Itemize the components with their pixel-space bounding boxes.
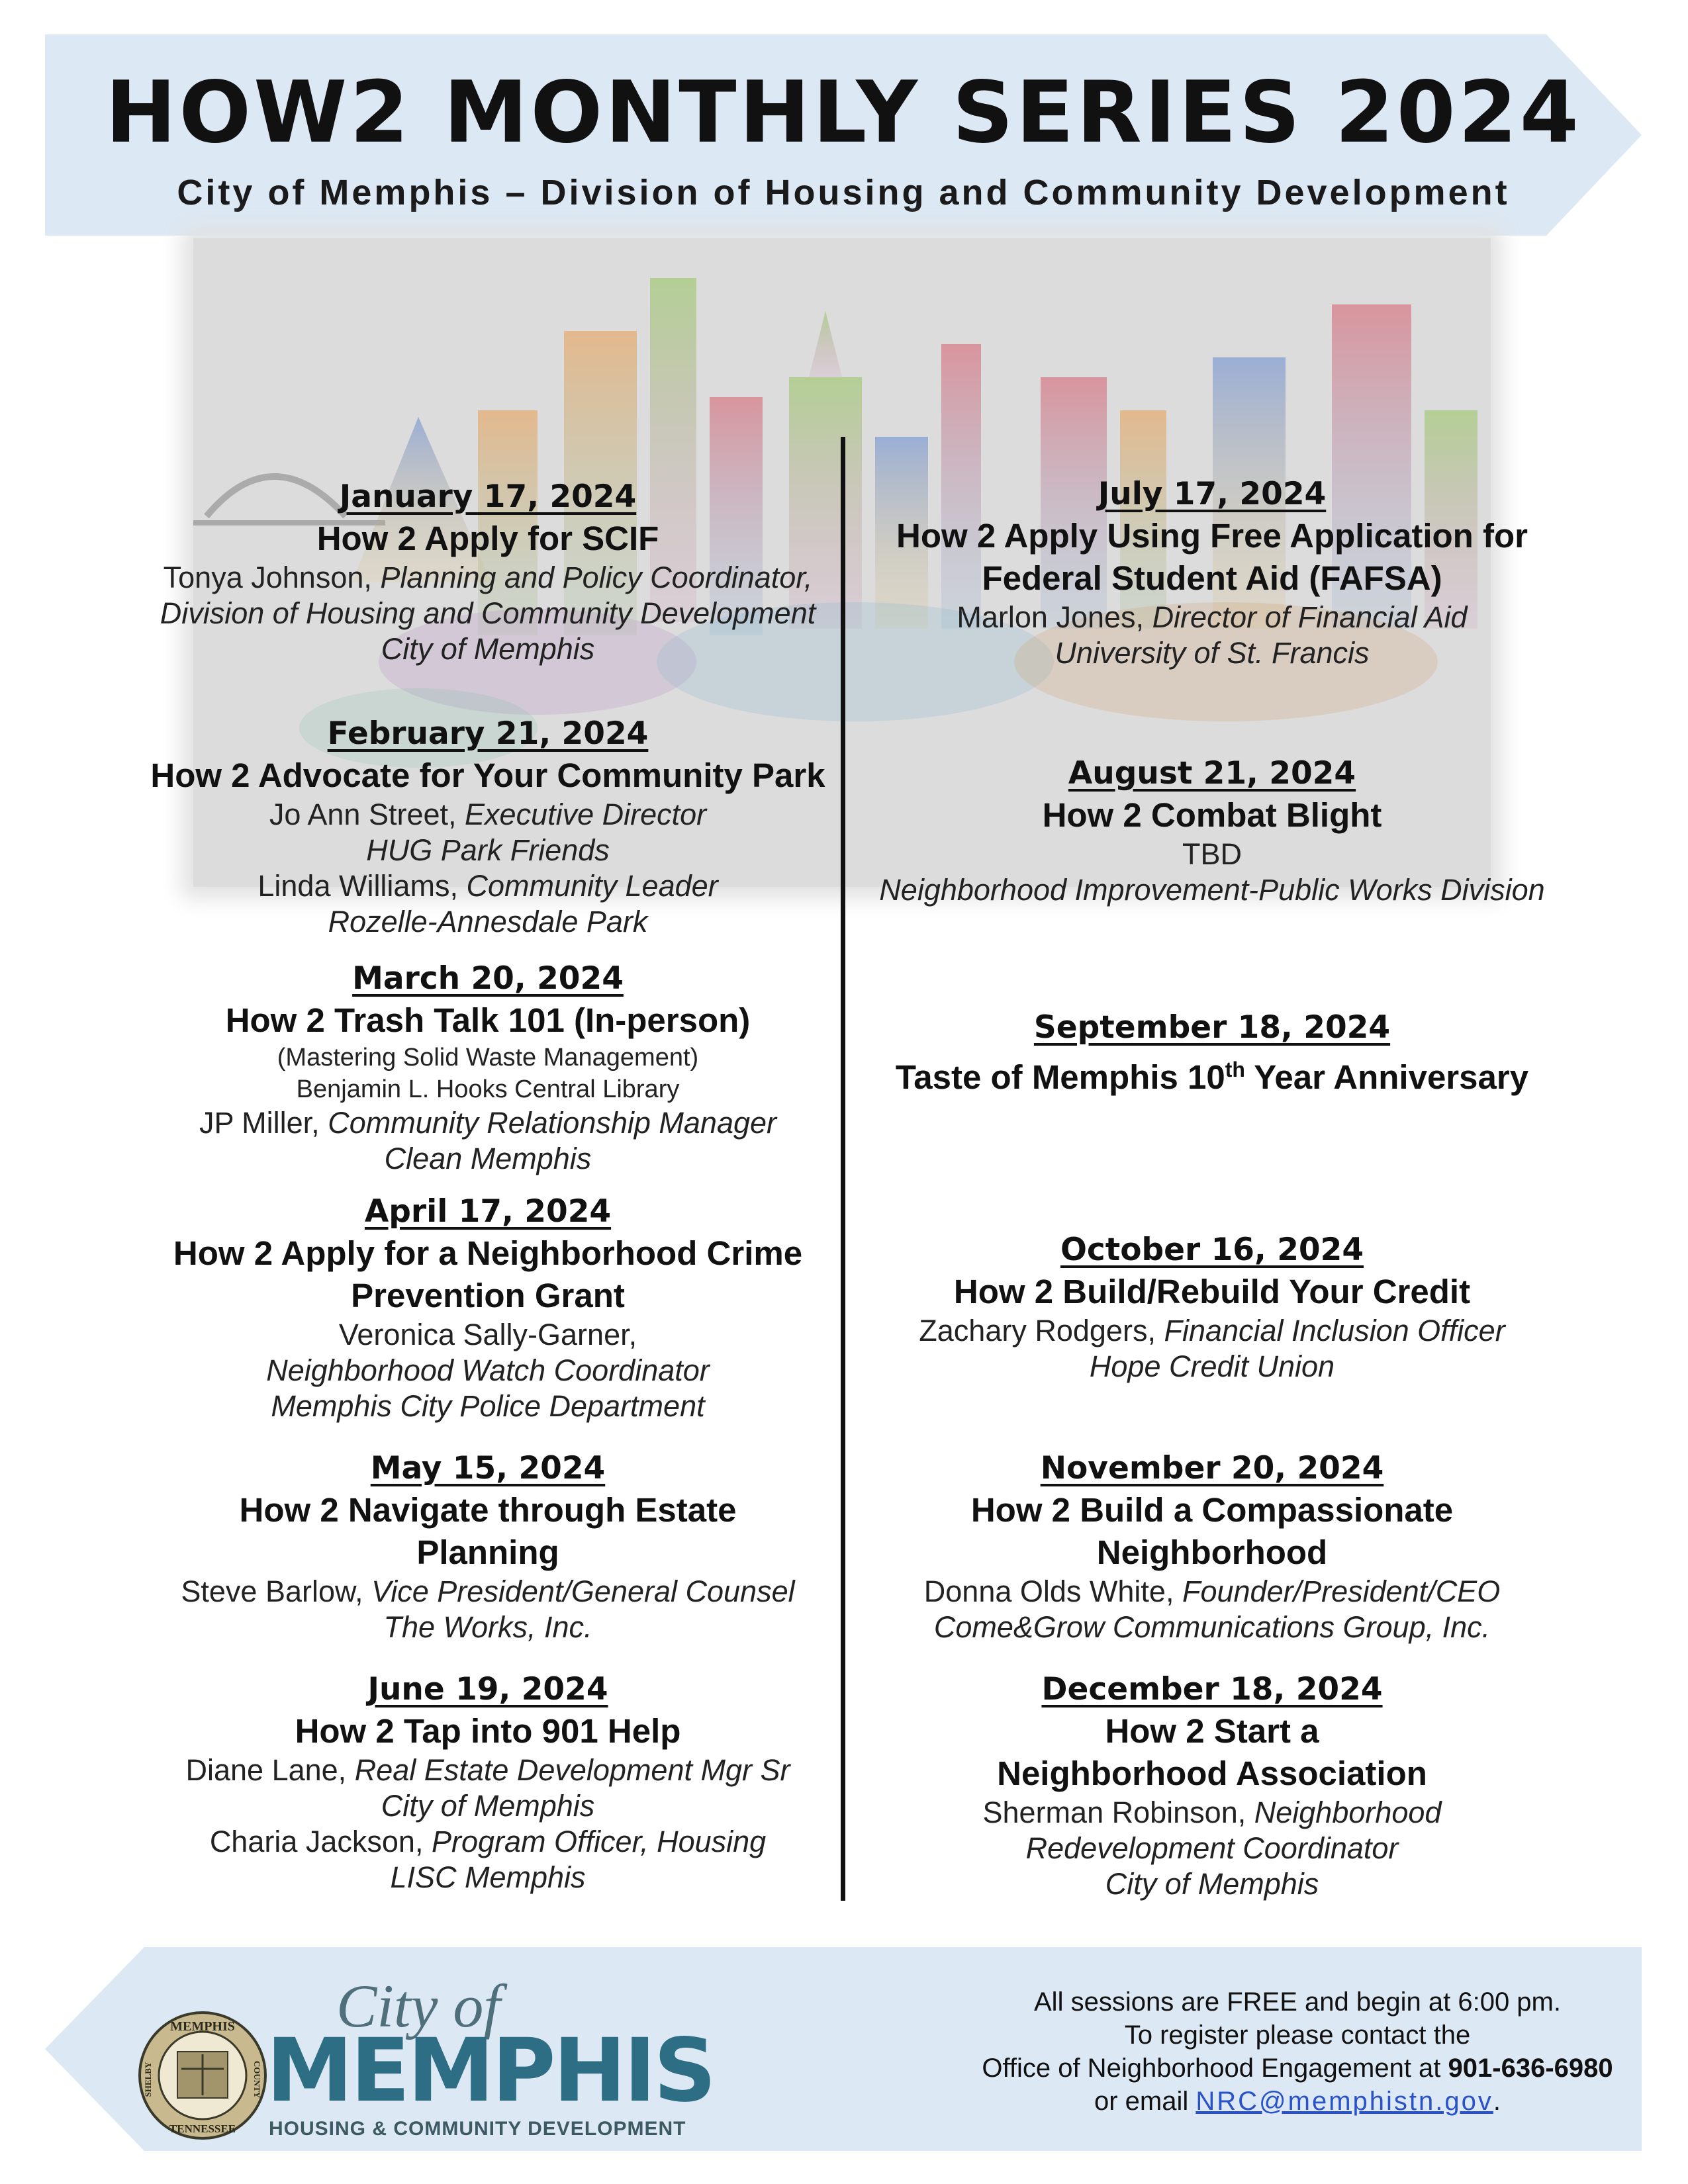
speaker-role: Financial Inclusion Officer bbox=[1164, 1314, 1505, 1347]
organization: Clean Memphis bbox=[384, 1142, 592, 1175]
speaker-line bbox=[130, 1105, 846, 1141]
event-date: March 20, 2024 bbox=[352, 960, 624, 997]
organization: City of Memphis bbox=[1105, 1867, 1319, 1901]
event-august bbox=[854, 753, 1570, 908]
event-title: How 2 Apply for a Neighborhood Crime Prevention Grant bbox=[173, 1234, 803, 1314]
speaker-line bbox=[130, 868, 846, 904]
event-title: How 2 Combat Blight bbox=[1042, 796, 1382, 834]
speaker-line bbox=[130, 1317, 846, 1353]
registration-info bbox=[927, 1985, 1668, 2118]
organization: Rozelle-Annesdale Park bbox=[328, 905, 648, 938]
speaker-role: Community Leader bbox=[466, 869, 718, 903]
event-title bbox=[854, 1048, 1570, 1099]
event-date: December 18, 2024 bbox=[1041, 1671, 1383, 1707]
event-date: October 16, 2024 bbox=[1060, 1232, 1364, 1268]
speaker-role: Planning and Policy Coordinator, bbox=[380, 561, 813, 594]
phone-number: 901-636-6980 bbox=[1448, 2054, 1613, 2083]
event-title-tail: Year Anniversary bbox=[1244, 1058, 1529, 1096]
organization: University of St. Francis bbox=[1055, 636, 1370, 670]
speaker-role: Vice President/General Counsel bbox=[371, 1574, 795, 1608]
logo-memphis: MEMPHIS bbox=[266, 2020, 714, 2122]
event-may bbox=[130, 1448, 846, 1645]
speaker-name: Sherman Robinson, bbox=[982, 1796, 1246, 1829]
event-title-main: Taste of Memphis 10 bbox=[895, 1058, 1225, 1096]
event-november bbox=[854, 1448, 1570, 1645]
speaker-name: Marlon Jones, bbox=[957, 600, 1145, 634]
event-title: How 2 Build a Compassionate Neighborhood bbox=[970, 1491, 1454, 1571]
speaker-line bbox=[854, 600, 1570, 635]
event-location: Benjamin L. Hooks Central Library bbox=[296, 1075, 680, 1103]
speaker-name: Charia Jackson, bbox=[209, 1825, 424, 1858]
logo-subtitle: HOUSING & COMMUNITY DEVELOPMENT bbox=[269, 2118, 686, 2140]
seal-left-text: SHELBY bbox=[143, 2062, 153, 2097]
organization: Come&Grow Communications Group, Inc. bbox=[933, 1610, 1491, 1644]
event-title: How 2 Navigate through Estate Planning bbox=[239, 1491, 737, 1571]
speaker-role: Executive Director bbox=[465, 797, 707, 831]
event-april bbox=[130, 1191, 846, 1424]
speaker-role: Director of Financial Aid bbox=[1152, 600, 1468, 634]
event-title-sup: th bbox=[1225, 1058, 1245, 1081]
speaker-role: Neighborhood bbox=[1254, 1796, 1442, 1829]
info-line bbox=[927, 2052, 1668, 2085]
event-date: September 18, 2024 bbox=[1033, 1009, 1391, 1046]
speaker-role: Founder/President/CEO bbox=[1182, 1574, 1501, 1608]
event-date: April 17, 2024 bbox=[364, 1193, 612, 1230]
header-banner bbox=[45, 34, 1642, 236]
speaker-name: TBD bbox=[1182, 837, 1242, 871]
event-january bbox=[130, 477, 846, 667]
event-july bbox=[854, 474, 1570, 671]
speaker-line bbox=[130, 1574, 846, 1610]
seal-right-text: COUNTY bbox=[252, 2060, 262, 2099]
info-line: All sessions are FREE and begin at 6:00 pm. bbox=[1034, 1987, 1561, 2017]
speaker-role: Program Officer, Housing bbox=[431, 1825, 767, 1858]
seal-bottom-text: TENNESSEE bbox=[169, 2122, 236, 2135]
speaker-line bbox=[854, 1313, 1570, 1349]
organization: Memphis City Police Department bbox=[271, 1389, 705, 1423]
event-date: May 15, 2024 bbox=[370, 1450, 606, 1486]
info-line: To register please contact the bbox=[1124, 2021, 1471, 2050]
event-february bbox=[130, 713, 846, 940]
event-date: February 21, 2024 bbox=[327, 715, 649, 752]
speaker-line bbox=[130, 1824, 846, 1860]
speaker-name: Jo Ann Street, bbox=[269, 797, 457, 831]
event-december bbox=[854, 1669, 1570, 1902]
event-march bbox=[130, 958, 846, 1177]
event-subtitle: (Mastering Solid Waste Management) bbox=[277, 1044, 699, 1071]
speaker-line bbox=[130, 1752, 846, 1788]
organization: Neighborhood Watch Coordinator bbox=[266, 1353, 710, 1387]
organization: Division of Housing and Community Development bbox=[160, 596, 816, 630]
organization: Neighborhood Improvement-Public Works Division bbox=[879, 873, 1545, 907]
event-title: How 2 Advocate for Your Community Park bbox=[150, 756, 825, 794]
speaker-name: Zachary Rodgers, bbox=[919, 1314, 1156, 1347]
info-text: Office of Neighborhood Engagement at bbox=[982, 2054, 1448, 2083]
event-title: How 2 Apply Using Free Application for Federal Student Aid (FAFSA) bbox=[896, 517, 1528, 597]
event-title: How 2 Trash Talk 101 (In-person) bbox=[225, 1001, 751, 1039]
speaker-name: Linda Williams, bbox=[258, 869, 458, 903]
speaker-name: Veronica Sally-Garner, bbox=[338, 1318, 637, 1351]
organization: Redevelopment Coordinator bbox=[1025, 1831, 1399, 1865]
page-subtitle: City of Memphis – Division of Housing and Community Development bbox=[177, 173, 1510, 212]
organization: City of Memphis bbox=[381, 632, 595, 666]
speaker-name: JP Miller, bbox=[199, 1106, 320, 1140]
event-date: June 19, 2024 bbox=[367, 1671, 608, 1707]
page-title: HOW2 MONTHLY SERIES 2024 bbox=[105, 64, 1581, 162]
logo-city-of: City of bbox=[336, 1972, 500, 2040]
speaker-name: Steve Barlow, bbox=[181, 1574, 363, 1608]
speaker-line bbox=[854, 1574, 1570, 1610]
seal-top-text: MEMPHIS bbox=[170, 2019, 235, 2034]
event-title: How 2 Build/Rebuild Your Credit bbox=[953, 1273, 1471, 1310]
speaker-line bbox=[854, 1795, 1570, 1831]
organization: HUG Park Friends bbox=[366, 833, 610, 867]
event-date: November 20, 2024 bbox=[1040, 1450, 1384, 1486]
event-june bbox=[130, 1669, 846, 1895]
organization: The Works, Inc. bbox=[383, 1610, 592, 1644]
event-september bbox=[854, 1007, 1570, 1099]
city-seal-icon bbox=[138, 2011, 267, 2140]
event-title: How 2 Tap into 901 Help bbox=[295, 1712, 681, 1750]
event-title: How 2 Start a Neighborhood Association bbox=[997, 1712, 1427, 1792]
event-date: January 17, 2024 bbox=[339, 478, 637, 515]
organization: Hope Credit Union bbox=[1089, 1349, 1335, 1383]
event-october bbox=[854, 1230, 1570, 1385]
email-link[interactable]: NRC@memphistn.gov bbox=[1196, 2087, 1493, 2116]
speaker-role: Community Relationship Manager bbox=[328, 1106, 777, 1140]
speaker-name: Donna Olds White, bbox=[923, 1574, 1174, 1608]
speaker-name: Tonya Johnson, bbox=[163, 561, 372, 594]
speaker-name: Diane Lane, bbox=[185, 1753, 347, 1787]
info-line bbox=[927, 2085, 1668, 2118]
organization: LISC Memphis bbox=[390, 1860, 586, 1894]
speaker-line bbox=[130, 560, 846, 596]
organization: City of Memphis bbox=[381, 1789, 595, 1823]
speaker-line bbox=[130, 797, 846, 833]
speaker-role: Real Estate Development Mgr Sr bbox=[354, 1753, 790, 1787]
event-date: August 21, 2024 bbox=[1068, 755, 1356, 792]
event-date: July 17, 2024 bbox=[1098, 476, 1327, 512]
info-text: or email bbox=[1094, 2087, 1196, 2116]
event-title: How 2 Apply for SCIF bbox=[316, 520, 659, 557]
info-text: . bbox=[1493, 2087, 1501, 2116]
